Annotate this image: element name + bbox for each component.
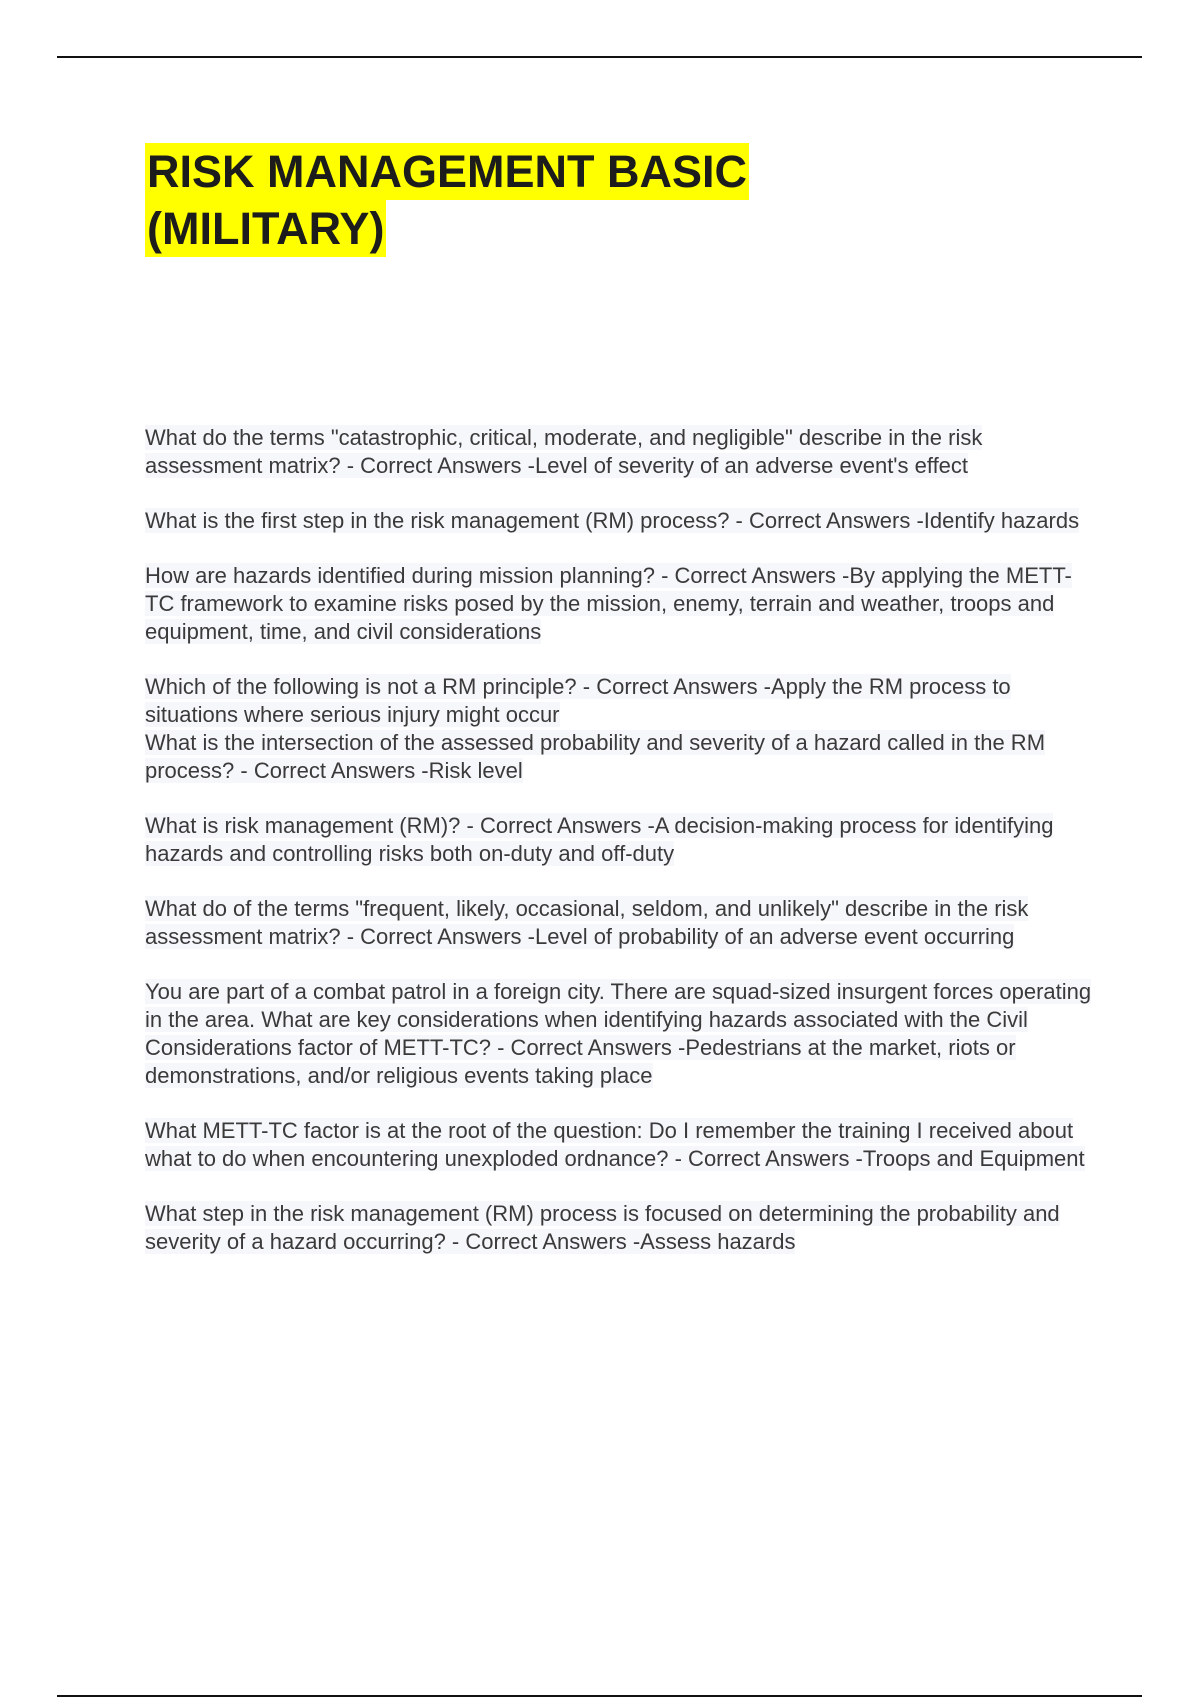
qa-text: What is the intersection of the assessed probability and severity of a hazard called in the RM process? - Correct Answers -Risk level — [145, 730, 1046, 783]
qa-text: How are hazards identified during mission planning? - Correct Answers -By applying the METT-TC framework to examine risks posed by the mission, enemy, terrain and weather, troops and equipment, time, and civil considerations — [145, 563, 1072, 644]
qa-list — [145, 424, 1095, 1283]
qa-item — [145, 507, 1095, 535]
qa-text: What METT-TC factor is at the root of the question: Do I remember the training I received about what to do when encountering unexploded ordnance? - Correct Answers -Troops and Equipment — [145, 1118, 1085, 1171]
document-title — [145, 143, 749, 257]
qa-item — [145, 812, 1095, 868]
qa-item — [145, 673, 1095, 729]
title-line-2: (MILITARY) — [145, 200, 386, 257]
qa-item — [145, 895, 1095, 951]
qa-text: What is the first step in the risk management (RM) process? - Correct Answers -Identify hazards — [145, 508, 1080, 533]
qa-item — [145, 1117, 1095, 1173]
qa-item — [145, 562, 1095, 646]
top-rule — [57, 56, 1142, 58]
qa-text: What step in the risk management (RM) process is focused on determining the probability and severity of a hazard occurring? - Correct Answers -Assess hazards — [145, 1201, 1060, 1254]
qa-text: What do the terms "catastrophic, critical, moderate, and negligible" describe in the risk assessment matrix? - Correct Answers -Level of severity of an adverse event's effect — [145, 425, 983, 478]
qa-item — [145, 1200, 1095, 1256]
qa-item — [145, 424, 1095, 480]
bottom-rule — [57, 1695, 1142, 1697]
title-line-1: RISK MANAGEMENT BASIC — [145, 143, 749, 200]
qa-text: Which of the following is not a RM principle? - Correct Answers -Apply the RM process to situations where serious injury might occur — [145, 674, 1011, 727]
qa-item — [145, 729, 1095, 785]
qa-item — [145, 978, 1095, 1090]
qa-text: What do of the terms "frequent, likely, occasional, seldom, and unlikely" describe in the risk assessment matrix? - Correct Answers -Level of probability of an adverse event occurring — [145, 896, 1029, 949]
qa-text: What is risk management (RM)? - Correct Answers -A decision-making process for identifying hazards and controlling risks both on-duty and off-duty — [145, 813, 1054, 866]
qa-text: You are part of a combat patrol in a foreign city. There are squad-sized insurgent forces operating in the area. What are key considerations when identifying hazards associated with the Civil Considerations factor of METT-TC? - Correct Answers -Pedestrians at the market, riots or demonstrations, and/or religious events taking place — [145, 979, 1092, 1088]
